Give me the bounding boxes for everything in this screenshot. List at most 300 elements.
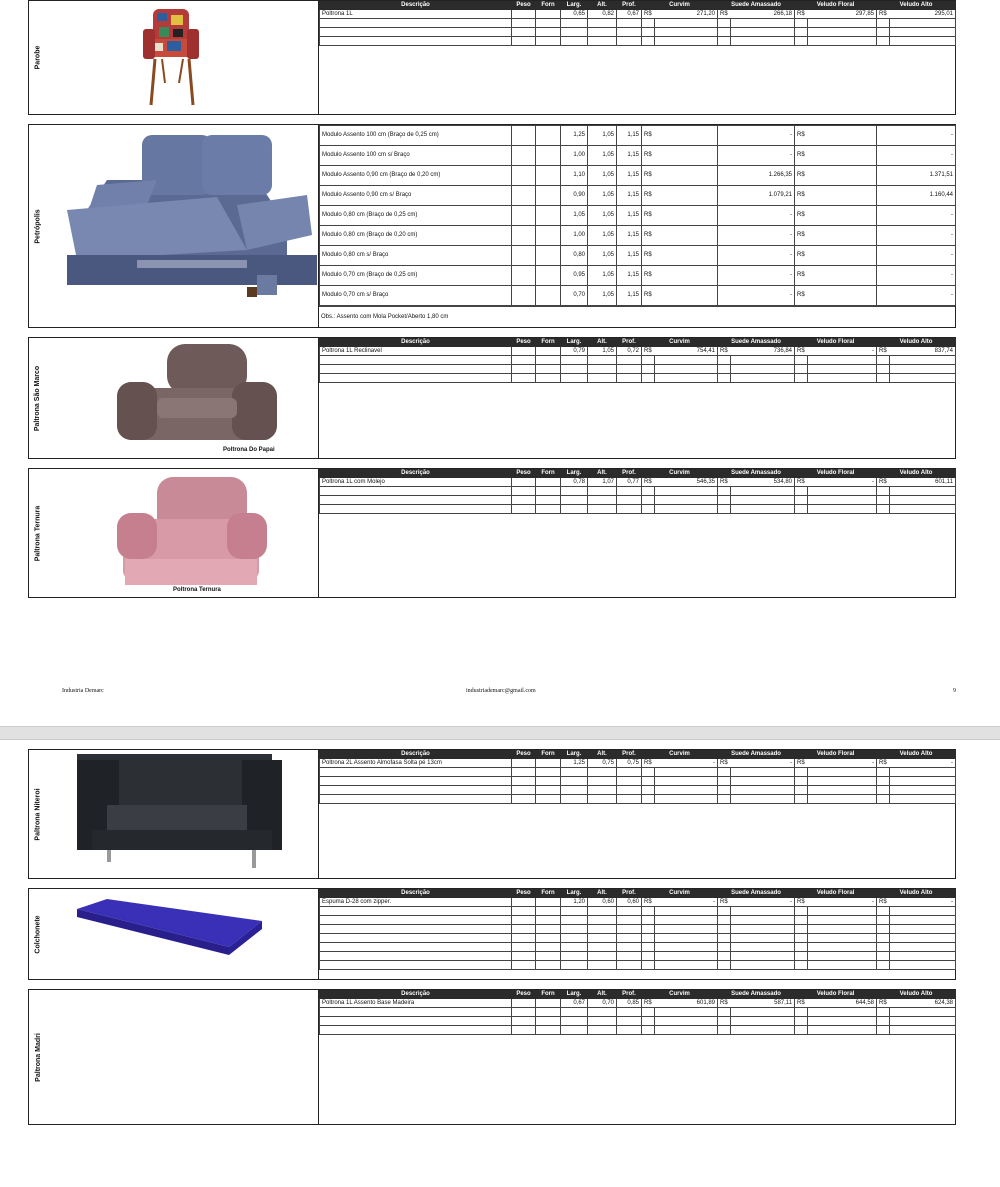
product-label-cell <box>29 469 47 597</box>
cell-suede: - <box>731 759 795 768</box>
cell-forn <box>536 146 561 166</box>
currency-symbol: R$ <box>718 10 731 19</box>
col-peso: Peso <box>512 890 536 898</box>
table-row <box>320 286 956 306</box>
currency-symbol: R$ <box>877 10 890 19</box>
cell-veludo-floral <box>808 186 877 206</box>
product-block-petropolis <box>28 124 956 328</box>
table-row <box>320 246 956 266</box>
table-row <box>320 768 956 777</box>
cell-larg: 1,25 <box>561 126 588 146</box>
cell-forn <box>536 166 561 186</box>
currency-symbol: R$ <box>642 166 655 186</box>
cell-curvim <box>655 286 718 306</box>
currency-symbol: R$ <box>795 898 808 907</box>
product-block-niteroi <box>28 749 956 879</box>
cell-alt: 1,05 <box>588 347 617 356</box>
table-row <box>320 266 956 286</box>
cell-veludo-floral <box>808 246 877 266</box>
col-alt: Alt. <box>588 2 617 10</box>
cell-alt: 0,70 <box>588 999 617 1008</box>
col-veludo-alto: Veludo Alto <box>877 991 956 999</box>
currency-symbol: R$ <box>642 286 655 306</box>
col-suede: Suede Amassado <box>718 339 795 347</box>
col-veludo-floral: Veludo Floral <box>795 991 877 999</box>
cell-larg: 0,67 <box>561 999 588 1008</box>
col-veludo-floral: Veludo Floral <box>795 470 877 478</box>
col-prof: Prof. <box>617 890 642 898</box>
cell-alt: 1,05 <box>588 186 617 206</box>
cell-peso <box>512 286 536 306</box>
image-caption: Poltrona Ternura <box>173 587 221 593</box>
cell-larg: 0,79 <box>561 347 588 356</box>
cell-veludo-floral: - <box>808 478 877 487</box>
currency-symbol: R$ <box>642 146 655 166</box>
cell-descricao: Modulo Assento 0,90 cm (Braço de 0,20 cm) <box>320 166 512 186</box>
cell-suede: - <box>731 266 795 286</box>
cell-forn <box>536 126 561 146</box>
product-block-colchonete <box>28 888 956 980</box>
currency-symbol: R$ <box>642 206 655 226</box>
cell-veludo-floral: - <box>808 759 877 768</box>
col-curvim: Curvim <box>642 470 718 478</box>
table-row <box>320 347 956 356</box>
cell-forn <box>536 266 561 286</box>
table-row <box>320 907 956 916</box>
cell-larg: 1,10 <box>561 166 588 186</box>
product-label-cell <box>29 338 47 458</box>
cell-descricao: Poltrona 1L Assento Base Madeira <box>320 999 512 1008</box>
col-suede: Suede Amassado <box>718 751 795 759</box>
cell-prof: 1,15 <box>617 186 642 206</box>
currency-symbol: R$ <box>795 226 808 246</box>
sofa-image <box>47 750 319 878</box>
cell-peso <box>512 226 536 246</box>
cell-curvim <box>655 186 718 206</box>
cell-peso <box>512 266 536 286</box>
cell-peso <box>512 146 536 166</box>
col-veludo-floral: Veludo Floral <box>795 2 877 10</box>
price-table <box>318 469 955 597</box>
table-row <box>320 226 956 246</box>
cell-suede: - <box>731 206 795 226</box>
currency-symbol: R$ <box>877 898 890 907</box>
table-row <box>320 206 956 226</box>
cell-alt: 1,05 <box>588 206 617 226</box>
product-label: Colchonete <box>34 914 42 954</box>
currency-symbol: R$ <box>795 478 808 487</box>
recliner-image <box>47 338 319 458</box>
table-row <box>320 943 956 952</box>
col-forn: Forn <box>536 2 561 10</box>
col-suede: Suede Amassado <box>718 470 795 478</box>
col-veludo-alto: Veludo Alto <box>877 890 956 898</box>
cell-descricao: Modulo 0,80 cm (Braço de 0,25 cm) <box>320 206 512 226</box>
table-row <box>320 1026 956 1035</box>
col-suede: Suede Amassado <box>718 991 795 999</box>
table-header <box>320 470 956 478</box>
cell-alt: 1,05 <box>588 226 617 246</box>
currency-symbol: R$ <box>642 266 655 286</box>
table-row <box>320 925 956 934</box>
cell-prof: 1,15 <box>617 286 642 306</box>
cell-prof: 1,15 <box>617 206 642 226</box>
currency-symbol: R$ <box>642 347 655 356</box>
cell-suede: 587,11 <box>731 999 795 1008</box>
product-label: Paltrona São Marco <box>34 365 42 431</box>
cell-prof: 1,15 <box>617 246 642 266</box>
cell-larg: 1,25 <box>561 759 588 768</box>
cell-prof: 1,15 <box>617 146 642 166</box>
col-larg: Larg. <box>561 991 588 999</box>
product-label: Paltrona Madri <box>34 1032 42 1082</box>
product-label: Paltrona Ternura <box>34 505 42 561</box>
cell-peso <box>512 166 536 186</box>
col-curvim: Curvim <box>642 751 718 759</box>
col-descricao: Descrição <box>320 751 512 759</box>
col-curvim: Curvim <box>642 2 718 10</box>
cell-suede: - <box>731 146 795 166</box>
page-separator <box>0 726 1000 740</box>
col-descricao: Descrição <box>320 2 512 10</box>
cell-forn <box>536 226 561 246</box>
table-header <box>320 339 956 347</box>
price-table <box>318 990 955 1124</box>
col-forn: Forn <box>536 339 561 347</box>
cell-peso <box>512 246 536 266</box>
col-forn: Forn <box>536 751 561 759</box>
product-block-parobe <box>28 0 956 115</box>
cell-veludo-alto: - <box>890 266 956 286</box>
col-veludo-alto: Veludo Alto <box>877 2 956 10</box>
cell-larg: 1,05 <box>561 206 588 226</box>
cell-alt: 0,75 <box>588 759 617 768</box>
col-prof: Prof. <box>617 470 642 478</box>
product-label-cell <box>29 889 47 979</box>
col-prof: Prof. <box>617 991 642 999</box>
cell-alt: 1,05 <box>588 146 617 166</box>
cell-peso <box>512 206 536 226</box>
currency-symbol: R$ <box>795 266 808 286</box>
price-table <box>318 1 955 114</box>
col-peso: Peso <box>512 339 536 347</box>
price-table <box>318 125 955 327</box>
col-peso: Peso <box>512 470 536 478</box>
currency-symbol: R$ <box>718 347 731 356</box>
currency-symbol <box>718 266 731 286</box>
table-row <box>320 146 956 166</box>
cell-alt: 1,07 <box>588 478 617 487</box>
table-header <box>320 890 956 898</box>
product-label: Parobe <box>34 45 42 70</box>
product-block-sao-marco <box>28 337 956 459</box>
cell-forn <box>536 206 561 226</box>
col-alt: Alt. <box>588 890 617 898</box>
cell-veludo-alto: 601,11 <box>890 478 956 487</box>
col-suede: Suede Amassado <box>718 2 795 10</box>
cell-veludo-floral <box>808 266 877 286</box>
cell-forn <box>536 186 561 206</box>
product-label: Petrópolis <box>34 208 42 244</box>
col-larg: Larg. <box>561 470 588 478</box>
currency-symbol <box>718 226 731 246</box>
cell-prof: 1,15 <box>617 226 642 246</box>
product-label-cell <box>29 125 47 327</box>
currency-symbol <box>718 186 731 206</box>
page-number: 9 <box>953 688 956 694</box>
cell-curvim <box>655 126 718 146</box>
table-row <box>320 934 956 943</box>
table-row <box>320 1017 956 1026</box>
cell-descricao: Modulo Assento 0,90 cm s/ Braço <box>320 186 512 206</box>
cell-curvim: 271,20 <box>655 10 718 19</box>
cell-veludo-floral <box>808 126 877 146</box>
col-veludo-alto: Veludo Alto <box>877 339 956 347</box>
cell-veludo-floral: 644,58 <box>808 999 877 1008</box>
table-row <box>320 487 956 496</box>
cell-veludo-floral <box>808 166 877 186</box>
product-label-cell <box>29 1 47 114</box>
cell-larg: 1,00 <box>561 146 588 166</box>
cell-alt: 1,05 <box>588 266 617 286</box>
currency-symbol: R$ <box>795 759 808 768</box>
currency-symbol: R$ <box>877 347 890 356</box>
cell-suede: - <box>731 286 795 306</box>
cell-suede: - <box>731 226 795 246</box>
col-peso: Peso <box>512 991 536 999</box>
col-veludo-floral: Veludo Floral <box>795 890 877 898</box>
table-row <box>320 795 956 804</box>
currency-symbol: R$ <box>795 186 808 206</box>
table-row <box>320 126 956 146</box>
product-image-niteroi <box>47 750 319 878</box>
cell-prof: 1,15 <box>617 166 642 186</box>
currency-symbol: R$ <box>795 286 808 306</box>
observation-note: Obs.: Assento com Mola Pocket/Aberto 1,80 cm <box>319 306 955 327</box>
currency-symbol: R$ <box>795 166 808 186</box>
currency-symbol: R$ <box>642 246 655 266</box>
cell-curvim: - <box>655 759 718 768</box>
table-row <box>320 952 956 961</box>
cell-alt: 1,05 <box>588 126 617 146</box>
col-forn: Forn <box>536 890 561 898</box>
currency-symbol: R$ <box>877 999 890 1008</box>
cell-descricao: Espuma D-28 com zipper. <box>320 898 512 907</box>
cell-descricao: Modulo 0,70 cm (Braço de 0,25 cm) <box>320 266 512 286</box>
currency-symbol: R$ <box>642 999 655 1008</box>
currency-symbol <box>718 206 731 226</box>
currency-symbol <box>877 166 890 186</box>
table-row <box>320 505 956 514</box>
currency-symbol <box>718 126 731 146</box>
cell-prof: 0,77 <box>617 478 642 487</box>
cell-prof: 0,72 <box>617 347 642 356</box>
sofa-image <box>47 125 319 327</box>
table-row <box>320 786 956 795</box>
table-row <box>320 186 956 206</box>
cell-veludo-alto: 295,01 <box>890 10 956 19</box>
cell-alt: 0,82 <box>588 10 617 19</box>
col-forn: Forn <box>536 991 561 999</box>
col-descricao: Descrição <box>320 470 512 478</box>
cell-prof: 1,15 <box>617 266 642 286</box>
currency-symbol <box>718 146 731 166</box>
currency-symbol <box>877 266 890 286</box>
table-row <box>320 478 956 487</box>
cell-veludo-floral <box>808 286 877 306</box>
cell-descricao: Modulo 0,80 cm s/ Braço <box>320 246 512 266</box>
product-image-ternura <box>47 469 319 597</box>
table-row <box>320 10 956 19</box>
col-larg: Larg. <box>561 2 588 10</box>
currency-symbol: R$ <box>877 478 890 487</box>
cell-veludo-alto: - <box>890 759 956 768</box>
product-image-sao-marco <box>47 338 319 458</box>
col-veludo-alto: Veludo Alto <box>877 470 956 478</box>
currency-symbol <box>877 226 890 246</box>
currency-symbol: R$ <box>642 759 655 768</box>
cell-suede: 534,80 <box>731 478 795 487</box>
cell-suede: - <box>731 898 795 907</box>
cell-larg: 0,95 <box>561 266 588 286</box>
cell-veludo-alto: 837,74 <box>890 347 956 356</box>
cell-descricao: Modulo Assento 100 cm s/ Braço <box>320 146 512 166</box>
col-curvim: Curvim <box>642 890 718 898</box>
cell-descricao: Modulo Assento 100 cm (Braço de 0,25 cm) <box>320 126 512 146</box>
cell-veludo-alto: - <box>890 226 956 246</box>
currency-symbol: R$ <box>718 478 731 487</box>
cell-larg: 0,78 <box>561 478 588 487</box>
cell-descricao: Poltrona 1L com Molejo <box>320 478 512 487</box>
currency-symbol: R$ <box>642 226 655 246</box>
cell-veludo-alto: - <box>890 286 956 306</box>
cell-veludo-alto: - <box>890 146 956 166</box>
cell-veludo-floral <box>808 206 877 226</box>
cell-curvim: 546,35 <box>655 478 718 487</box>
col-peso: Peso <box>512 2 536 10</box>
currency-symbol: R$ <box>795 347 808 356</box>
col-peso: Peso <box>512 751 536 759</box>
cell-alt: 1,05 <box>588 246 617 266</box>
currency-symbol <box>877 206 890 226</box>
col-descricao: Descrição <box>320 890 512 898</box>
currency-symbol <box>877 186 890 206</box>
cell-curvim: 754,41 <box>655 347 718 356</box>
cell-suede: - <box>731 126 795 146</box>
table-row <box>320 759 956 768</box>
product-image-colchonete <box>47 889 319 979</box>
col-veludo-floral: Veludo Floral <box>795 751 877 759</box>
cell-prof: 1,15 <box>617 126 642 146</box>
product-label-cell <box>29 990 47 1124</box>
product-label-cell <box>29 750 47 878</box>
currency-symbol: R$ <box>642 898 655 907</box>
table-row <box>320 1008 956 1017</box>
cell-larg: 0,90 <box>561 186 588 206</box>
cell-forn <box>536 286 561 306</box>
table-row <box>320 916 956 925</box>
cell-curvim <box>655 246 718 266</box>
currency-symbol: R$ <box>718 999 731 1008</box>
price-table <box>318 750 955 878</box>
cell-curvim: 601,89 <box>655 999 718 1008</box>
currency-symbol <box>877 146 890 166</box>
cell-alt: 1,05 <box>588 166 617 186</box>
cell-curvim <box>655 166 718 186</box>
cell-larg: 1,20 <box>561 898 588 907</box>
price-table <box>318 338 955 458</box>
cell-veludo-alto: - <box>890 898 956 907</box>
armchair-image <box>47 469 319 597</box>
cell-suede: - <box>731 246 795 266</box>
col-larg: Larg. <box>561 339 588 347</box>
footer-company: Industria Demarc <box>62 688 104 694</box>
col-descricao: Descrição <box>320 339 512 347</box>
table-row <box>320 496 956 505</box>
product-image-madri <box>47 990 319 1124</box>
cell-veludo-alto: 624,38 <box>890 999 956 1008</box>
product-image-petropolis <box>47 125 319 327</box>
table-row <box>320 365 956 374</box>
col-prof: Prof. <box>617 751 642 759</box>
cell-veludo-alto: - <box>890 126 956 146</box>
cell-descricao: Poltrona 1L <box>320 10 512 19</box>
currency-symbol <box>877 286 890 306</box>
image-caption: Poltrona Do Papai <box>223 447 275 453</box>
currency-symbol: R$ <box>795 999 808 1008</box>
cell-alt: 1,05 <box>588 286 617 306</box>
currency-symbol: R$ <box>718 898 731 907</box>
table-row <box>320 961 956 970</box>
table-header <box>320 2 956 10</box>
product-block-ternura <box>28 468 956 598</box>
currency-symbol: R$ <box>642 478 655 487</box>
currency-symbol: R$ <box>877 759 890 768</box>
col-veludo-floral: Veludo Floral <box>795 339 877 347</box>
currency-symbol: R$ <box>642 10 655 19</box>
cell-veludo-alto: 1.160,44 <box>890 186 956 206</box>
table-row <box>320 37 956 46</box>
cell-larg: 1,00 <box>561 226 588 246</box>
product-block-madri <box>28 989 956 1125</box>
currency-symbol <box>718 246 731 266</box>
cell-suede: 1.266,35 <box>731 166 795 186</box>
currency-symbol: R$ <box>718 759 731 768</box>
cell-peso <box>512 186 536 206</box>
table-row <box>320 28 956 37</box>
cell-suede: 266,18 <box>731 10 795 19</box>
cell-prof: 0,60 <box>617 898 642 907</box>
cell-veludo-alto: 1.371,51 <box>890 166 956 186</box>
cell-prof: 0,85 <box>617 999 642 1008</box>
cell-veludo-alto: - <box>890 246 956 266</box>
cell-prof: 0,75 <box>617 759 642 768</box>
col-prof: Prof. <box>617 2 642 10</box>
cell-curvim <box>655 226 718 246</box>
currency-symbol: R$ <box>795 126 808 146</box>
currency-symbol <box>718 286 731 306</box>
currency-symbol: R$ <box>795 10 808 19</box>
col-larg: Larg. <box>561 890 588 898</box>
table-row <box>320 374 956 383</box>
col-prof: Prof. <box>617 339 642 347</box>
col-alt: Alt. <box>588 991 617 999</box>
table-header <box>320 751 956 759</box>
cell-veludo-floral <box>808 146 877 166</box>
col-curvim: Curvim <box>642 991 718 999</box>
armchair-image <box>47 1 319 114</box>
col-alt: Alt. <box>588 339 617 347</box>
